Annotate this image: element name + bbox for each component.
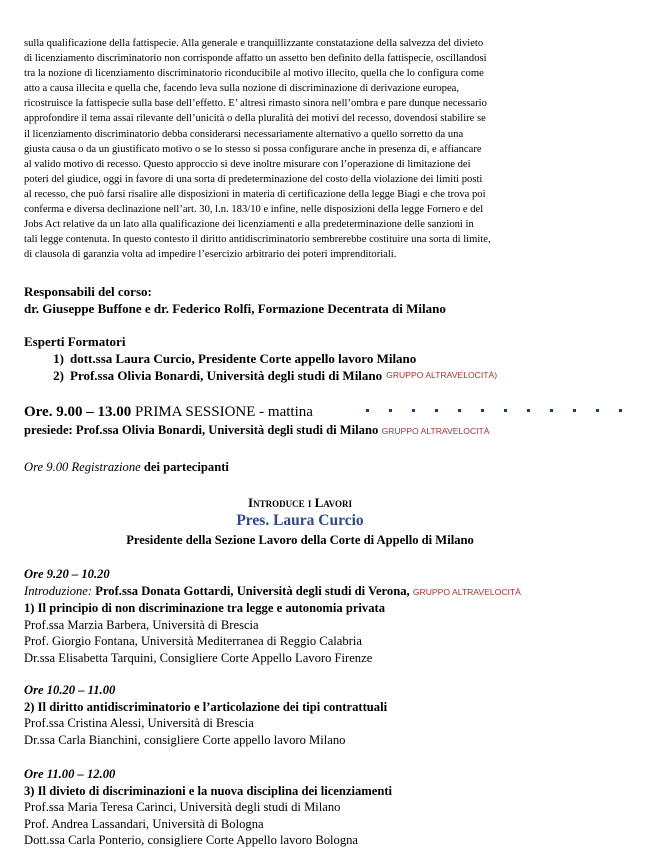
esperto-text: Prof.ssa Olivia Bonardi, Università degli studi di Milano [70, 368, 383, 383]
intro-line: poteri del giudice, oggi in favore di una sorta di predeterminazione del costo della violazione dei limiti posti [24, 173, 483, 185]
registrazione-line [24, 459, 229, 476]
slot-speaker: Dott.ssa Carla Ponterio, consigliere Corte Appello lavoro Bologna [24, 833, 359, 848]
program-slot [24, 682, 387, 748]
slot-speaker: Dr.ssa Elisabetta Tarquini, Consigliere Corte Appello Lavoro Firenze [24, 650, 373, 665]
intro-line: Jobs Act relative da un lato alla qualificazione dei licenziamenti e alla predeterminazione delle sanzioni in [24, 219, 474, 231]
intro-line: ricostruisce la fattispecie sulla base dell’effetto. E’ altresì rimasto sinora nell’ombra e pare dunque necessario [24, 98, 487, 110]
list-item [24, 350, 497, 367]
responsabili-section [24, 283, 446, 317]
group-tag: GRUPPO ALTRAVELOCITÀ [412, 586, 521, 597]
intro-line: di licenziamento discriminatorio non corrisponde affatto un assetto ben definito della fattispecie, oscillandosi [24, 53, 487, 65]
list-number: 2) [53, 368, 64, 383]
intro-line: tra la nozione di licenziamento discriminatorio riconducibile al motivo illecito, quella che lo configura come [24, 68, 484, 80]
intro-line: approfondire il tema assai rilevante dell’unicità o della pluralità dei motivi del recesso, dovendosi stabilire se [24, 113, 486, 125]
introduce-role: Presidente della Sezione Lavoro della Corte di Appello di Milano [126, 533, 474, 547]
slot-title: 1) Il principio di non discriminazione tra legge e autonomia privata [24, 601, 386, 616]
slot-intro-text: Prof.ssa Donata Gottardi, Università degli studi di Verona, [95, 583, 410, 598]
introduce-heading [0, 494, 600, 512]
slot-title: 3) Il divieto di discriminazioni e la nuova disciplina dei licenziamenti [24, 783, 393, 798]
intro-line: al recesso, che può farsi risalire alle disposizioni in materia di certificazione della legge Biagi e che trova poi [24, 188, 486, 200]
intro-line: di clausola di garanzia volta ad impedire l’esercizio arbitrario dei poteri imprenditoriali. [24, 249, 397, 261]
program-slot [24, 566, 521, 667]
intro-paragraph [24, 36, 612, 262]
slot-title: 2) Il diritto antidiscriminatorio e l’articolazione dei tipi contrattuali [24, 699, 388, 714]
slot-time: Ore 9.20 – 10.20 [24, 567, 110, 581]
slot-speaker: Prof.ssa Maria Teresa Carinci, Università degli studi di Milano [24, 800, 341, 815]
program-slot [24, 766, 392, 849]
intro-line: il licenziamento discriminatorio debba considerarsi necessariamente alternativo a quello sorretto da una [24, 128, 464, 140]
esperti-heading: Esperti Formatori [24, 334, 126, 349]
responsabili-names: dr. Giuseppe Buffone e dr. Federico Rolfi, Formazione Decentrata di Milano [24, 301, 446, 316]
intro-line: al valido motivo di recesso. Questo approccio si deve inoltre misurare con l’operazione di limitazione dei [24, 158, 471, 170]
responsabili-heading: Responsabili del corso: [24, 284, 152, 299]
group-tag: GRUPPO ALTRAVELOCITÀ) [386, 370, 498, 380]
intro-line: sulla qualificazione della fattispecie. Alla generale e tranquillizzante constatazione della salvezza del divieto [24, 38, 484, 49]
intro-line: giusta causa o da un giustificato motivo o se lo stesso si possa configurare anche in presenza di, e affiancare [24, 143, 482, 155]
introduce-name-row [0, 512, 600, 530]
slot-speaker: Prof.ssa Cristina Alessi, Università di Brescia [24, 716, 254, 731]
registrazione-rest: dei partecipanti [143, 460, 229, 474]
slot-speaker: Prof.ssa Marzia Barbera, Università di Brescia [24, 617, 259, 632]
slot-speaker: Prof. Andrea Lassandari, Università di Bologna [24, 816, 264, 831]
group-tag: GRUPPO ALTRAVELOCITÀ [381, 426, 490, 436]
session-presiede: presiede: Prof.ssa Olivia Bonardi, Università degli studi di Milano [24, 423, 379, 437]
intro-line: atto a causa illecita e quella che, facendo leva sulla nozione di discriminazione di derivazione europea, [24, 83, 460, 95]
slot-intro-label: Introduzione: [24, 583, 93, 598]
registrazione-label: Registrazione [71, 460, 141, 474]
dotted-leader [366, 409, 638, 417]
esperti-section [24, 333, 497, 384]
intro-line: conferma e diversa declinazione nell’art. 30, l.n. 183/10 e infine, nelle disposizioni della legge Fornero e del [24, 204, 484, 216]
introduce-title: Introduce i Lavori [248, 495, 352, 510]
slot-time: Ore 11.00 – 12.00 [24, 767, 116, 781]
list-number: 1) [53, 351, 64, 366]
esperti-list [24, 350, 497, 384]
list-item [24, 367, 497, 384]
slot-time: Ore 10.20 – 11.00 [24, 683, 116, 697]
slot-speaker: Dr.ssa Carla Bianchini, consigliere Corte appello lavoro Milano [24, 732, 346, 747]
esperto-text: dott.ssa Laura Curcio, Presidente Corte appello lavoro Milano [70, 351, 417, 366]
session-title: PRIMA SESSIONE - mattina [134, 404, 313, 420]
session-time: Ore. 9.00 – 13.00 [24, 404, 132, 420]
registrazione-time: Ore 9.00 [24, 460, 69, 474]
intro-line: tali legge contenuta. In questo contesto il diritto antidiscriminatorio sembrerebbe costituire una sorta di limite, [24, 234, 491, 246]
slot-speaker: Prof. Giorgio Fontana, Università Mediterranea di Reggio Calabria [24, 634, 362, 649]
introduce-name: Pres. Laura Curcio [236, 512, 364, 529]
